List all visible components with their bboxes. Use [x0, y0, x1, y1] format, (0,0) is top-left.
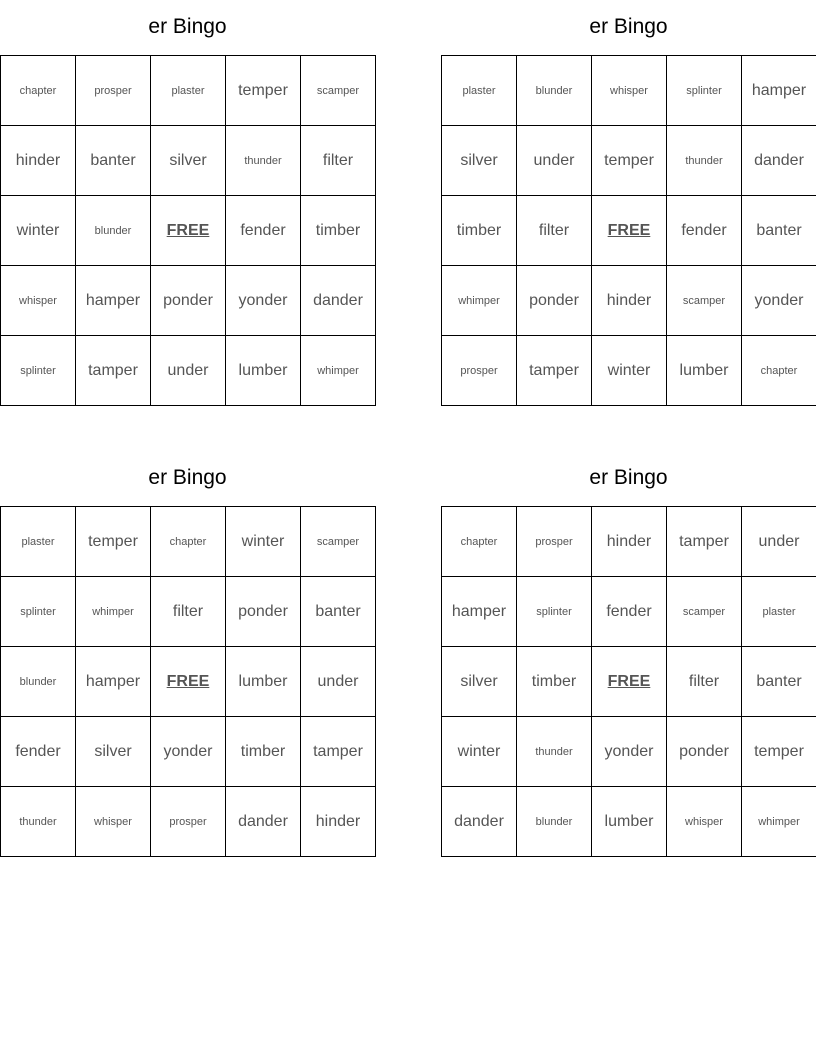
- bingo-cell: blunder: [76, 196, 151, 266]
- bingo-cell: yonder: [592, 717, 667, 787]
- card-title: er Bingo: [148, 466, 227, 489]
- bingo-row: [1, 56, 376, 126]
- bingo-row: [1, 196, 376, 266]
- bingo-cell: ponder: [667, 717, 742, 787]
- bingo-cell: splinter: [1, 336, 76, 406]
- bingo-cell: filter: [517, 196, 592, 266]
- bingo-row: [1, 126, 376, 196]
- bingo-cell: scamper: [301, 507, 376, 577]
- bingo-cell: silver: [151, 126, 226, 196]
- bingo-cell: dander: [742, 126, 816, 196]
- bingo-cell: banter: [301, 577, 376, 647]
- bingo-cell: fender: [1, 717, 76, 787]
- bingo-row: [1, 787, 376, 857]
- bingo-grid: [0, 506, 376, 857]
- bingo-cell: lumber: [226, 647, 301, 717]
- bingo-cell: temper: [76, 507, 151, 577]
- bingo-cell: tamper: [76, 336, 151, 406]
- bingo-cell: timber: [442, 196, 517, 266]
- bingo-row: [442, 647, 816, 717]
- bingo-cell: fender: [592, 577, 667, 647]
- bingo-cell: banter: [742, 196, 816, 266]
- bingo-cell: chapter: [742, 336, 816, 406]
- bingo-cell: timber: [226, 717, 301, 787]
- bingo-cell: plaster: [1, 507, 76, 577]
- bingo-row: [442, 196, 816, 266]
- bingo-cell: splinter: [1, 577, 76, 647]
- bingo-grid: [441, 506, 816, 857]
- bingo-cell: plaster: [442, 56, 517, 126]
- bingo-cell: blunder: [1, 647, 76, 717]
- bingo-row: [442, 577, 816, 647]
- bingo-cell: hinder: [301, 787, 376, 857]
- bingo-cell: chapter: [442, 507, 517, 577]
- free-space: FREE: [151, 647, 226, 717]
- bingo-cell: winter: [1, 196, 76, 266]
- bingo-cell: silver: [442, 647, 517, 717]
- bingo-cell: under: [742, 507, 816, 577]
- bingo-cell: chapter: [151, 507, 226, 577]
- bingo-cell: blunder: [517, 787, 592, 857]
- bingo-cell: lumber: [667, 336, 742, 406]
- bingo-cell: prosper: [442, 336, 517, 406]
- bingo-cell: blunder: [517, 56, 592, 126]
- bingo-cell: fender: [226, 196, 301, 266]
- bingo-row: [442, 266, 816, 336]
- bingo-cell: whisper: [592, 56, 667, 126]
- bingo-cell: chapter: [1, 56, 76, 126]
- bingo-cell: lumber: [592, 787, 667, 857]
- bingo-cell: under: [151, 336, 226, 406]
- bingo-cell: whisper: [1, 266, 76, 336]
- bingo-cell: splinter: [667, 56, 742, 126]
- bingo-row: [442, 126, 816, 196]
- bingo-cell: hinder: [1, 126, 76, 196]
- bingo-cell: dander: [442, 787, 517, 857]
- bingo-cell: hinder: [592, 507, 667, 577]
- card-title: er Bingo: [589, 15, 668, 38]
- bingo-cell: yonder: [742, 266, 816, 336]
- bingo-cell: temper: [592, 126, 667, 196]
- free-space: FREE: [592, 647, 667, 717]
- bingo-cell: under: [301, 647, 376, 717]
- bingo-cell: scamper: [301, 56, 376, 126]
- bingo-cell: whimper: [442, 266, 517, 336]
- bingo-cell: ponder: [151, 266, 226, 336]
- bingo-cell: yonder: [226, 266, 301, 336]
- bingo-cell: silver: [442, 126, 517, 196]
- bingo-row: [442, 787, 816, 857]
- bingo-cell: scamper: [667, 266, 742, 336]
- bingo-cell: plaster: [742, 577, 816, 647]
- bingo-cell: whimper: [742, 787, 816, 857]
- bingo-cell: banter: [76, 126, 151, 196]
- bingo-cell: winter: [442, 717, 517, 787]
- bingo-cell: winter: [592, 336, 667, 406]
- bingo-cell: thunder: [667, 126, 742, 196]
- bingo-grid: [441, 55, 816, 406]
- bingo-cell: hinder: [592, 266, 667, 336]
- bingo-cell: filter: [301, 126, 376, 196]
- bingo-cell: lumber: [226, 336, 301, 406]
- bingo-cell: ponder: [517, 266, 592, 336]
- bingo-cell: under: [517, 126, 592, 196]
- bingo-cell: ponder: [226, 577, 301, 647]
- bingo-row: [1, 577, 376, 647]
- bingo-cell: filter: [151, 577, 226, 647]
- bingo-cell: temper: [742, 717, 816, 787]
- bingo-cell: prosper: [517, 507, 592, 577]
- bingo-row: [1, 336, 376, 406]
- bingo-row: [442, 717, 816, 787]
- bingo-cell: banter: [742, 647, 816, 717]
- bingo-row: [1, 717, 376, 787]
- bingo-grid: [0, 55, 376, 406]
- card-title: er Bingo: [589, 466, 668, 489]
- bingo-cell: whimper: [76, 577, 151, 647]
- bingo-cell: thunder: [517, 717, 592, 787]
- bingo-cell: fender: [667, 196, 742, 266]
- bingo-cell: dander: [226, 787, 301, 857]
- bingo-cell: thunder: [1, 787, 76, 857]
- bingo-row: [1, 647, 376, 717]
- bingo-row: [442, 507, 816, 577]
- bingo-cell: hamper: [742, 56, 816, 126]
- bingo-cell: splinter: [517, 577, 592, 647]
- free-space: FREE: [592, 196, 667, 266]
- bingo-cell: hamper: [76, 647, 151, 717]
- bingo-cell: scamper: [667, 577, 742, 647]
- bingo-cell: prosper: [151, 787, 226, 857]
- bingo-cell: whisper: [76, 787, 151, 857]
- bingo-cell: prosper: [76, 56, 151, 126]
- bingo-row: [442, 56, 816, 126]
- bingo-cell: tamper: [517, 336, 592, 406]
- bingo-cell: thunder: [226, 126, 301, 196]
- bingo-cell: hamper: [442, 577, 517, 647]
- bingo-cell: hamper: [76, 266, 151, 336]
- bingo-cell: yonder: [151, 717, 226, 787]
- bingo-cell: whimper: [301, 336, 376, 406]
- bingo-cell: tamper: [667, 507, 742, 577]
- bingo-cell: timber: [301, 196, 376, 266]
- bingo-row: [1, 507, 376, 577]
- free-space: FREE: [151, 196, 226, 266]
- bingo-cell: plaster: [151, 56, 226, 126]
- card-title: er Bingo: [148, 15, 227, 38]
- bingo-cell: whisper: [667, 787, 742, 857]
- bingo-row: [442, 336, 816, 406]
- bingo-cell: silver: [76, 717, 151, 787]
- bingo-cell: winter: [226, 507, 301, 577]
- bingo-cell: filter: [667, 647, 742, 717]
- bingo-cell: temper: [226, 56, 301, 126]
- bingo-cell: timber: [517, 647, 592, 717]
- bingo-row: [1, 266, 376, 336]
- bingo-cell: dander: [301, 266, 376, 336]
- bingo-cell: tamper: [301, 717, 376, 787]
